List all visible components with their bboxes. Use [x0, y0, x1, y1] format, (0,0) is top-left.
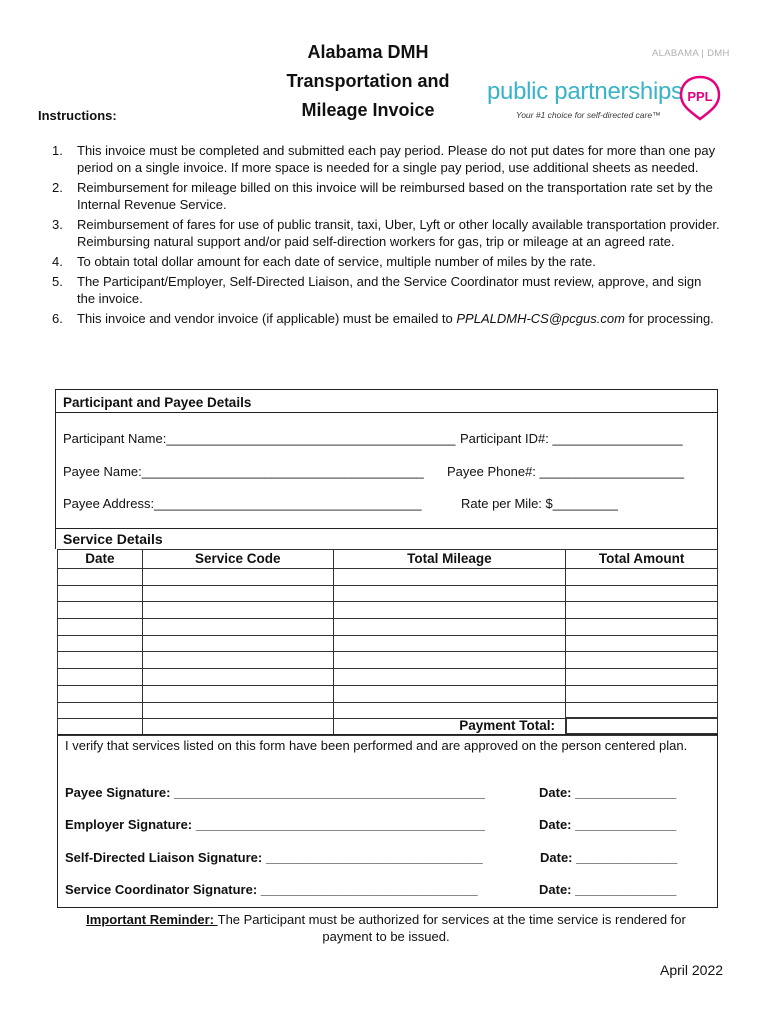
service-code-cell[interactable]: [142, 602, 333, 619]
date-cell[interactable]: [58, 669, 143, 686]
rate-per-mile-field[interactable]: Rate per Mile: $_________: [461, 496, 618, 511]
logo-tagline: Your #1 choice for self-directed care™: [516, 110, 661, 120]
list-item: 6. This invoice and vendor invoice (if applicable) must be emailed to PPLALDMH-CS@pcgus.com for processing.: [52, 311, 714, 326]
service-table: [57, 549, 718, 736]
instructions-list: [52, 142, 722, 330]
total-mileage-cell[interactable]: [333, 669, 566, 686]
date-cell[interactable]: [58, 602, 143, 619]
total-mileage-cell[interactable]: [333, 569, 566, 586]
list-item: 2. Reimbursement for mileage billed on this invoice will be reimbursed based on the transportation rate set by the Internal Revenue Service.: [52, 180, 713, 212]
date-cell[interactable]: [58, 585, 143, 602]
payee-name-field[interactable]: Payee Name:_______________________________________: [63, 464, 424, 479]
total-amount-cell[interactable]: [566, 635, 718, 652]
participant-payee-section: [55, 389, 718, 529]
liaison-signature-field[interactable]: Self-Directed Liaison Signature: ______________________________: [65, 850, 483, 865]
title-line-2: Transportation and: [286, 71, 450, 91]
column-header-total-mileage: Total Mileage: [333, 550, 566, 569]
employer-signature-field[interactable]: Employer Signature: ________________________________________: [65, 817, 485, 832]
total-mileage-cell[interactable]: [333, 652, 566, 669]
ppl-logo-text: PPL: [687, 89, 713, 104]
date-cell[interactable]: [58, 619, 143, 636]
date-cell[interactable]: [58, 569, 143, 586]
ppl-logo-icon: [678, 74, 722, 122]
service-table-body: [58, 569, 718, 736]
list-item: 5. The Participant/Employer, Self-Directed Liaison, and the Service Coordinator must review, approve, and sign the invoice.: [52, 274, 702, 306]
logo-top-label: ALABAMA | DMH: [652, 48, 730, 59]
footer-date: April 2022: [660, 962, 724, 978]
column-header-service-code: Service Code: [142, 550, 333, 569]
total-mileage-cell[interactable]: [333, 619, 566, 636]
service-code-cell[interactable]: [142, 585, 333, 602]
column-header-date: Date: [58, 550, 143, 569]
total-mileage-cell[interactable]: [333, 585, 566, 602]
column-header-total-amount: Total Amount: [566, 550, 718, 569]
table-row: [58, 669, 718, 686]
service-code-cell[interactable]: [142, 619, 333, 636]
verification-section: [57, 734, 718, 908]
payment-total-cell[interactable]: [566, 717, 718, 734]
table-row: [58, 635, 718, 652]
date-cell[interactable]: [58, 685, 143, 702]
coordinator-signature-field[interactable]: Service Coordinator Signature: ______________________________: [65, 882, 478, 897]
service-code-cell[interactable]: [142, 569, 333, 586]
total-mileage-cell[interactable]: [333, 635, 566, 652]
total-mileage-cell[interactable]: [333, 685, 566, 702]
verification-statement: I verify that services listed on this form have been performed and are approved on the person centered plan.: [65, 738, 688, 753]
table-row: [58, 585, 718, 602]
date-cell[interactable]: [58, 652, 143, 669]
payee-address-field[interactable]: Payee Address:_____________________________________: [63, 496, 422, 511]
total-amount-cell[interactable]: [566, 585, 718, 602]
service-section-heading: Service Details: [55, 529, 718, 549]
list-item: 3. Reimbursement of fares for use of public transit, taxi, Uber, Lyft or other locally available transportation provider. Reimbursing natural support and/or paid self-direction workers for gas, trip or mileage at an agreed rate.: [52, 217, 720, 249]
service-code-cell[interactable]: [142, 652, 333, 669]
logo-wordmark: public partnerships: [487, 78, 683, 105]
reminder-text: The Participant must be authorized for services at the time service is rendered for payment to be issued.: [217, 912, 686, 944]
important-reminder: [60, 911, 712, 945]
title-line-1: Alabama DMH: [307, 42, 429, 62]
payee-phone-field[interactable]: Payee Phone#: ____________________: [447, 464, 685, 479]
total-amount-cell[interactable]: [566, 669, 718, 686]
service-code-cell[interactable]: [142, 635, 333, 652]
payee-signature-field[interactable]: Payee Signature: ___________________________________________: [65, 785, 485, 800]
coordinator-date-field[interactable]: Date: ______________: [539, 882, 677, 897]
table-row: [58, 652, 718, 669]
total-mileage-cell[interactable]: [333, 602, 566, 619]
payee-date-field[interactable]: Date: ______________: [539, 785, 677, 800]
service-code-cell[interactable]: [142, 685, 333, 702]
participant-id-field[interactable]: Participant ID#: __________________: [460, 431, 683, 446]
participant-name-field[interactable]: Participant Name:________________________________________: [63, 431, 456, 446]
table-row: [58, 685, 718, 702]
table-row: [58, 619, 718, 636]
date-cell[interactable]: [58, 635, 143, 652]
payment-total-row: [57, 717, 718, 734]
liaison-date-field[interactable]: Date: ______________: [540, 850, 678, 865]
employer-date-field[interactable]: Date: ______________: [539, 817, 677, 832]
title-line-3: Mileage Invoice: [301, 100, 435, 120]
list-item: 4. To obtain total dollar amount for each date of service, multiple number of miles by the rate.: [52, 254, 596, 269]
total-amount-cell[interactable]: [566, 652, 718, 669]
total-amount-cell[interactable]: [566, 569, 718, 586]
total-amount-cell[interactable]: [566, 619, 718, 636]
total-amount-cell[interactable]: [566, 602, 718, 619]
table-row: [58, 602, 718, 619]
table-row: [58, 569, 718, 586]
support-email-link[interactable]: PPLALDMH-CS@pcgus.com: [456, 311, 625, 326]
service-code-cell[interactable]: [142, 669, 333, 686]
total-amount-cell[interactable]: [566, 685, 718, 702]
table-header-row: [58, 550, 718, 569]
page-title: [248, 38, 488, 125]
instructions-label: Instructions:: [38, 108, 117, 123]
list-item: 1. This invoice must be completed and submitted each pay period. Please do not put dates for more than one pay period on a single invoice. If more space is needed for a single pay period, use additional sheets as needed.: [52, 143, 716, 175]
payment-total-label: Payment Total:: [459, 718, 555, 733]
reminder-label: Important Reminder:: [86, 912, 218, 927]
participant-section-heading: Participant and Payee Details: [56, 390, 717, 413]
